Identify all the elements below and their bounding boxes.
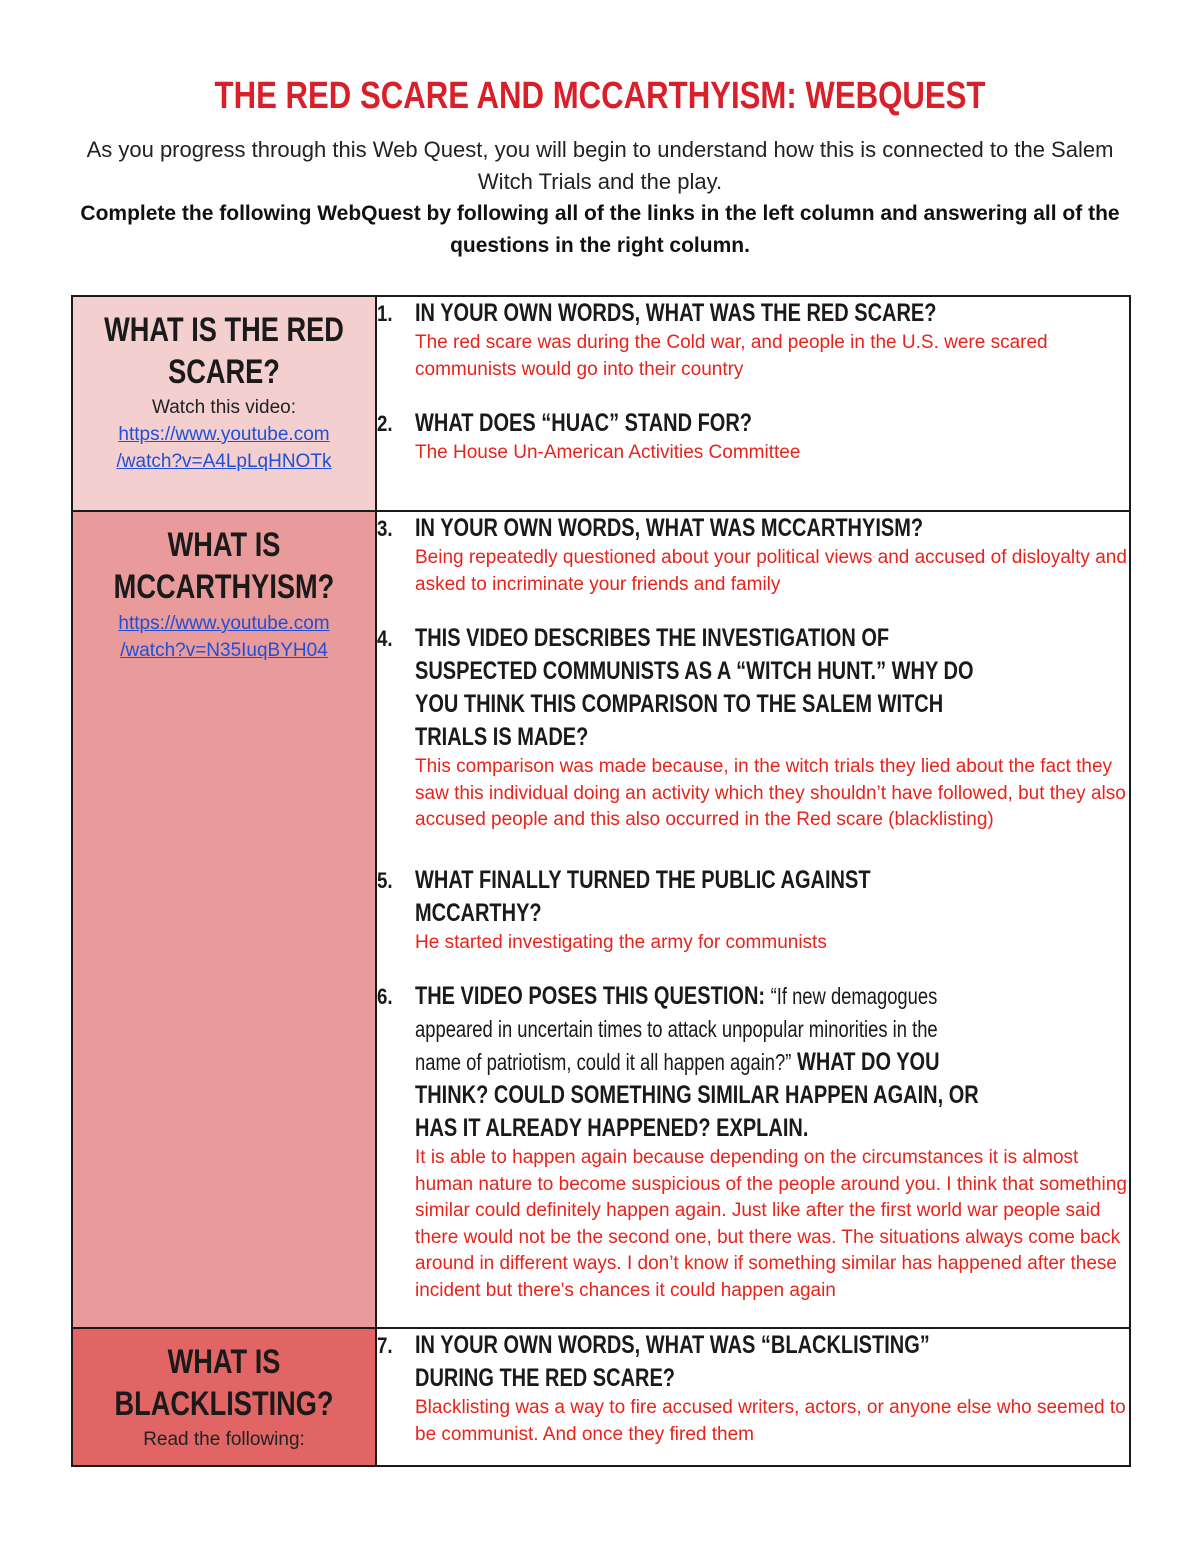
question-2 xyxy=(377,407,1129,467)
answer-text[interactable]: It is able to happen again because depending on the circumstances it is almost human nature to become suspicious of the people around you. I think that something similar could definitely happen again. Just like after the first world war people said there would not be the second one, but there was. The situations always come back around in different ways. I don’t know if something similar has happened after these incident but there's chances it could happen again xyxy=(415,1147,1127,1301)
question-3 xyxy=(377,512,1129,598)
question-4 xyxy=(377,622,1129,834)
questions-cell xyxy=(376,1328,1130,1466)
section-title: WHAT IS BLACKLISTING? xyxy=(114,1343,334,1423)
question-text: IN YOUR OWN WORDS, WHAT WAS THE RED SCARE? xyxy=(415,299,937,327)
intro-text: As you progress through this Web Quest, you will begin to understand how this is connected to the Salem Witch Trials and the play. xyxy=(86,137,1114,194)
question-number: 5. xyxy=(377,867,393,893)
question-1 xyxy=(377,297,1129,383)
section-header-cell xyxy=(72,511,376,1328)
question-text: WHAT DOES “HUAC” STAND FOR? xyxy=(415,409,753,437)
question-number: 6. xyxy=(377,984,393,1009)
answer-text[interactable]: This comparison was made because, in the witch trials they lied about the fact they saw this individual doing an activity which they shouldn’t have followed, but they also accused people and this also occurred in the Red scare (blacklisting) xyxy=(415,756,1126,830)
answer-text[interactable]: The House Un-American Activities Committee xyxy=(415,442,801,463)
video-link-red-scare[interactable]: https://www.youtube.com /watch?v=A4LpLqHNOTk xyxy=(116,424,332,472)
question-text: IN YOUR OWN WORDS, WHAT WAS “BLACKLISTING” DURING THE RED SCARE? xyxy=(415,1331,930,1392)
answer-text[interactable]: He started investigating the army for communists xyxy=(415,931,827,953)
question-6 xyxy=(377,980,1129,1304)
page-title: THE RED SCARE AND MCCARTHYISM: WEBQUEST xyxy=(214,75,986,117)
question-7 xyxy=(377,1329,1129,1448)
section-title: WHAT IS MCCARTHYISM? xyxy=(113,526,335,606)
question-text: THE VIDEO POSES THIS QUESTION: “If new demagogues appeared in uncertain times to attack unpopular minorities in the name of patriotism, could it all happen again?” WHAT DO YOU THINK? COULD SOMETHING SIMILAR HAPPEN AGAIN, OR HAS IT ALREADY HAPPENED? EXPLAIN. xyxy=(415,982,979,1142)
question-number: 1. xyxy=(377,301,393,326)
question-text: IN YOUR OWN WORDS, WHAT WAS MCCARTHYISM? xyxy=(415,514,924,542)
video-quote: “If new demagogues appeared in uncertain times to attack unpopular minorities in the name of patriotism, could it all happen again?” xyxy=(415,983,938,1075)
question-number: 2. xyxy=(377,411,393,436)
section-note: Read the following: xyxy=(143,1429,305,1450)
instructions-text: Complete the following WebQuest by following all of the links in the left column and answering all of the questions in the right column. xyxy=(80,202,1120,257)
section-note: Watch this video: xyxy=(152,397,296,418)
section-blacklisting xyxy=(72,1328,1130,1466)
questions-cell xyxy=(376,296,1130,511)
answer-text[interactable]: Being repeatedly questioned about your political views and accused of disloyalty and asked to incriminate your friends and family xyxy=(415,547,1127,595)
webquest-table xyxy=(71,295,1131,1467)
question-number: 4. xyxy=(377,626,393,651)
question-text: THIS VIDEO DESCRIBES THE INVESTIGATION OF SUSPECTED COMMUNISTS AS A “WITCH HUNT.” WHY DO YOU THINK THIS COMPARISON TO THE SALEM WITCH TRIALS IS MADE? xyxy=(415,624,974,751)
question-text: WHAT FINALLY TURNED THE PUBLIC AGAINST MCCARTHY? xyxy=(415,865,871,927)
question-5 xyxy=(377,864,1129,957)
section-title: WHAT IS THE RED SCARE? xyxy=(104,311,344,391)
question-number: 3. xyxy=(377,516,393,541)
answer-text[interactable]: Blacklisting was a way to fire accused writers, actors, or anyone else who seemed to be communist. And once they fired them xyxy=(415,1397,1126,1445)
question-number: 7. xyxy=(377,1333,393,1358)
section-mccarthyism xyxy=(72,511,1130,1328)
section-header-cell xyxy=(72,1328,376,1466)
video-link-mccarthyism[interactable]: https://www.youtube.com /watch?v=N35IuqBYH04 xyxy=(118,613,330,661)
section-header-cell xyxy=(72,296,376,511)
answer-text[interactable]: The red scare was during the Cold war, and people in the U.S. were scared communists would go into their country xyxy=(415,332,1048,380)
section-red-scare xyxy=(72,296,1130,511)
questions-cell xyxy=(376,511,1130,1328)
